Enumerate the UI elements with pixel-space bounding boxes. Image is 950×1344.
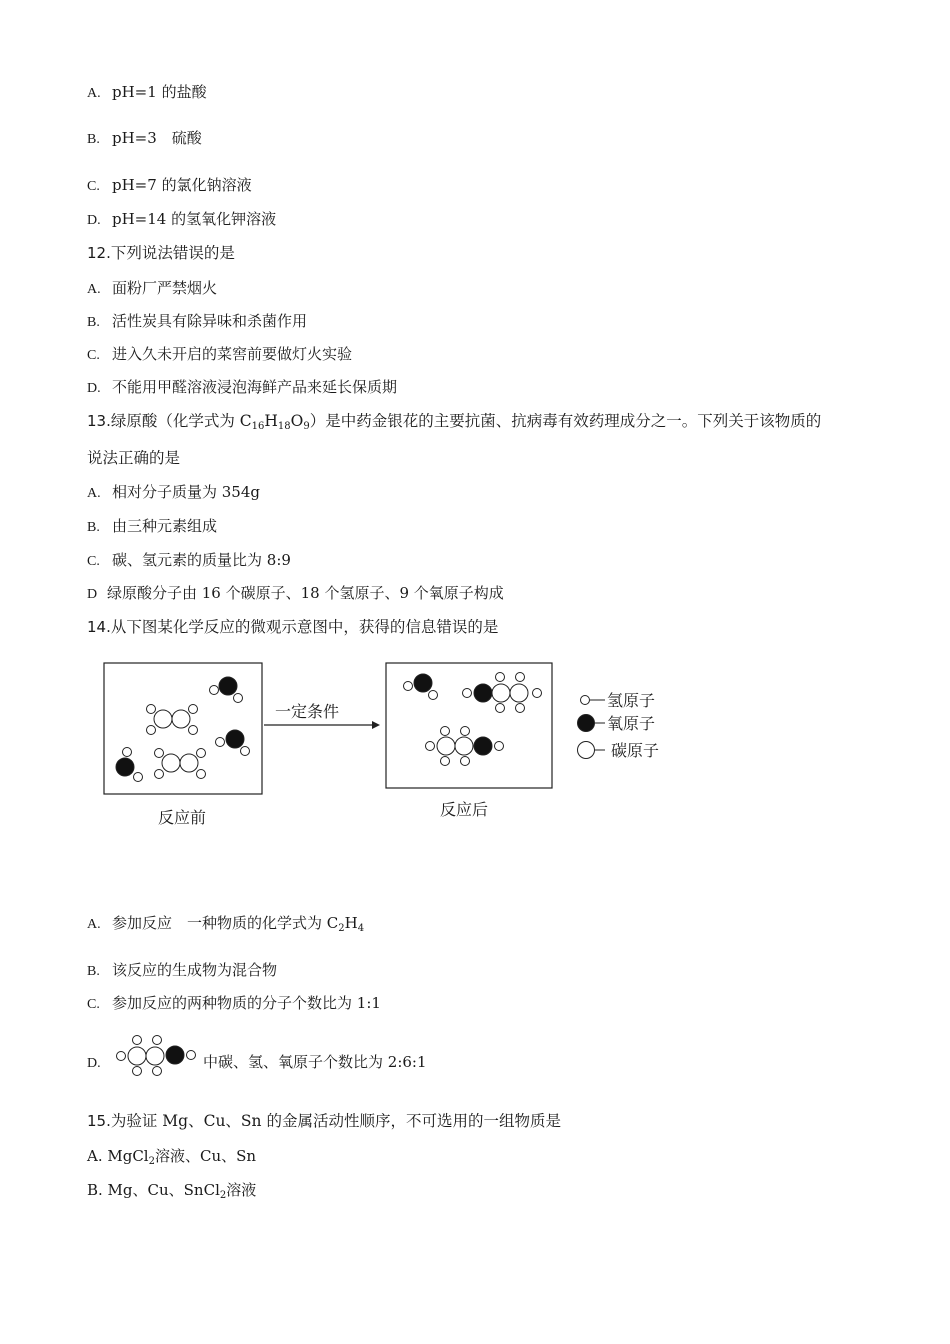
oxygen-legend-icon: [578, 715, 595, 732]
q13-option-a: A. 相对分子质量为 354g: [87, 483, 261, 501]
q11-option-b: B. pH=3 硫酸: [87, 129, 202, 147]
q12-option-b: B. 活性炭具有除异味和杀菌作用: [87, 312, 308, 330]
arrow-label: 一定条件: [275, 702, 340, 721]
q13-option-d: D 绿原酸分子由 16 个碳原子、18 个氢原子、9 个氧原子构成: [87, 584, 504, 602]
q14-option-d-text: 中碳、氢、氧原子个数比为 2:6:1: [203, 1053, 427, 1071]
q13-stem-line2: 说法正确的是: [87, 449, 181, 467]
q14-stem: 14.从下图某化学反应的微观示意图中，获得的信息错误的是: [87, 618, 499, 636]
q13-option-b: B. 由三种元素组成: [87, 517, 218, 535]
q12-option-c: C. 进入久未开启的菜窖前要做灯火实验: [87, 345, 353, 363]
water-molecule-2: [216, 730, 250, 756]
legend-hydrogen: 氢原子: [607, 691, 656, 710]
after-box: [386, 663, 552, 788]
after-label: 反应后: [440, 800, 489, 819]
reaction-diagram: [100, 655, 680, 830]
hydrogen-legend-icon: [581, 696, 590, 705]
q11-option-a: A. pH=1 的盐酸: [87, 83, 207, 101]
q14-option-c: C. 参加反应的两种物质的分子个数比为 1:1: [87, 994, 381, 1012]
water-molecule-4: [404, 674, 438, 700]
ethanol-molecule-inline: [113, 1032, 203, 1078]
q12-option-a: A. 面粉厂严禁烟火: [87, 279, 218, 297]
before-label: 反应前: [158, 808, 207, 827]
arrow-head: [372, 721, 380, 729]
carbon-legend-icon: [578, 742, 595, 759]
q11-option-d: D. pH=14 的氢氧化钾溶液: [87, 210, 277, 228]
legend: [578, 691, 660, 760]
legend-carbon: 碳原子: [611, 741, 660, 760]
q15-option-b: B. Mg、Cu、SnCl$_2$溶液: [87, 1181, 257, 1201]
ethylene-molecule-1: [147, 705, 198, 735]
q12-stem: 12.下列说法错误的是: [87, 244, 235, 262]
q15-option-a: A. MgCl$_2$溶液、Cu、Sn: [87, 1147, 257, 1167]
q14-option-a: A. 参加反应 一种物质的化学式为 $C_2H_4$: [87, 914, 365, 934]
q14-option-d-label: D.: [87, 1056, 101, 1071]
water-molecule-3: [116, 748, 143, 782]
legend-oxygen: 氧原子: [607, 714, 656, 733]
q12-option-d: D. 不能用甲醛溶液浸泡海鲜产品来延长保质期: [87, 378, 398, 396]
ethanol-molecule-1: [463, 673, 542, 713]
q15-stem: 15.为验证 Mg、Cu、Sn 的金属活动性顺序，不可选用的一组物质是: [87, 1112, 561, 1130]
ethylene-molecule-2: [155, 749, 206, 779]
ethanol-molecule-2: [426, 727, 504, 766]
q13-stem: 13.绿原酸（化学式为 $C_{16}H_{18}O_9$）是中药金银花的主要抗菌、抗病毒有效药理成分之一。下列关于该物质的: [87, 412, 822, 432]
water-molecule-1: [210, 677, 243, 703]
q13-option-c: C. 碳、氢元素的质量比为 8:9: [87, 551, 291, 569]
q14-option-b: B. 该反应的生成物为混合物: [87, 961, 278, 979]
q11-option-c: C. pH=7 的氯化钠溶液: [87, 176, 252, 194]
